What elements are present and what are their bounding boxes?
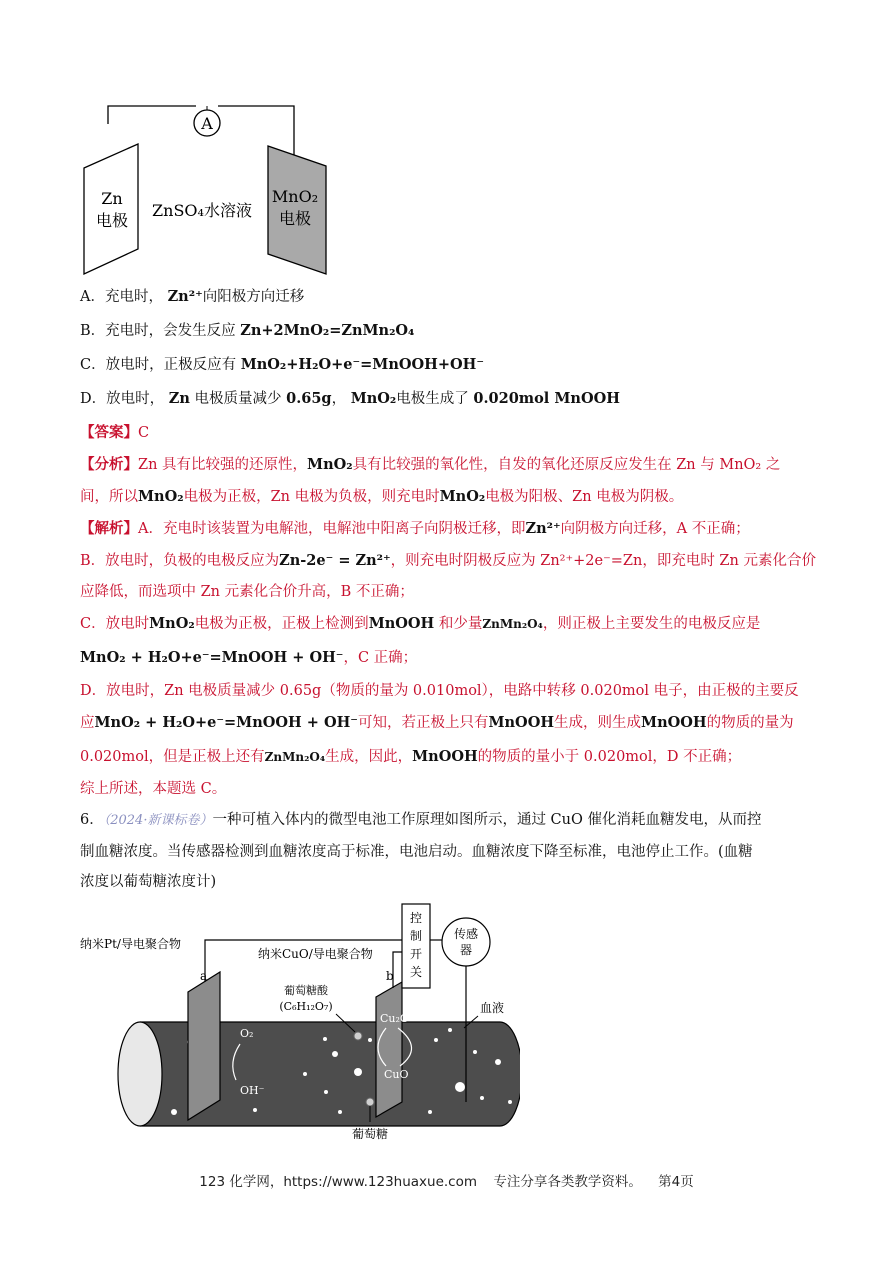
question-6-line-3: 浓度以葡萄糖浓度计) (80, 874, 217, 890)
glucose-battery-diagram (80, 902, 520, 1142)
question-6-line-2: 制血糖浓度。当传感器检测到血糖浓度高于标准，电池启动。血糖浓度下降至标准，电池停止工作。(血糖 (80, 844, 753, 860)
glucose-particle (366, 1098, 374, 1106)
footer-page-number: 第4页 (658, 1174, 694, 1190)
analysis-line-2: 间，所以MnO₂电极为正极，Zn 电极为负极，则充电时MnO₂电极为阳极、Zn 电极为阴极。 (80, 488, 684, 505)
option-a: A．充电时， Zn²⁺向阳极方向迁移 (80, 288, 305, 305)
oh-label: OH⁻ (240, 1084, 265, 1097)
solution-label: ZnSO₄水溶液 (152, 201, 252, 220)
ammeter-label: A (201, 114, 213, 133)
mno2-electrode-label-2: 电极 (278, 209, 312, 228)
zn-electrode-label: Zn (101, 189, 123, 208)
explain-line-b2: 应降低，而选项中 Zn 元素化合价升高，B 不正确； (80, 584, 414, 600)
gluconic-formula-label: (C₆H₁₂O₇) (279, 1000, 333, 1013)
wire-right (218, 106, 294, 156)
explain-line-d3: 0.020mol，但是正极上还有ZnMn₂O₄生成，因此，MnOOH的物质的量小于 0.020mol，D 不正确； (80, 748, 742, 765)
option-d: D．放电时， Zn 电极质量减少 0.65g， MnO₂电极生成了 0.020mol MnOOH (80, 390, 620, 407)
question-6-line-1: 6．（2024·新课标卷）一种可植入体内的微型电池工作原理如图所示，通过 CuO 催化消耗血糖发电，从而控 (80, 812, 762, 828)
explain-line-b1: B．放电时，负极的电极反应为Zn-2e⁻ = Zn²⁺，则充电时阴极反应为 Zn²⁺+2e⁻=Zn，即充电时 Zn 元素化合价 (80, 552, 816, 569)
explain-line-c1: C．放电时MnO₂电极为正极，正极上检测到MnOOH 和少量ZnMn₂O₄，则正极上主要发生的电极反应是 (80, 615, 761, 632)
switch-char-2: 制 (409, 929, 423, 943)
explain-line-a: 【解析】A．充电时该装置为电解池，电解池中阳离子向阴极迁移，即Zn²⁺向阴极方向迁移，A 不正确； (80, 520, 750, 537)
cuo-label: CuO (384, 1068, 409, 1081)
vessel-opening (118, 1022, 162, 1126)
wire-left (108, 106, 196, 124)
gluconic-acid-label: 葡萄糖酸 (284, 984, 328, 997)
page-footer (0, 1170, 893, 1190)
label-b: b (386, 969, 394, 983)
sensor-icon (442, 918, 490, 966)
o2-label: O₂ (240, 1027, 254, 1040)
footer-site: 123 化学网，https://www.123huaxue.com (199, 1174, 478, 1190)
answer-line: 【答案】C (80, 424, 150, 441)
analysis-line-1: 【分析】Zn 具有比较强的还原性，MnO₂具有比较强的氧化性，自发的氧化还原反应发生在 Zn 与 MnO₂ 之 (80, 456, 781, 473)
option-b: B．充电时，会发生反应 Zn+2MnO₂=ZnMn₂O₄ (80, 322, 415, 339)
gluconic-acid-particle (354, 1032, 362, 1040)
zn-mno2-cell-diagram (78, 104, 338, 280)
blood-label: 血液 (480, 1001, 505, 1015)
label-cuo-polymer: 纳米CuO/导电聚合物 (258, 947, 373, 961)
electrode-a (188, 972, 220, 1120)
switch-char-1: 控 (409, 911, 423, 925)
explain-line-d2: 应MnO₂ + H₂O+e⁻=MnOOH + OH⁻可知，若正极上只有MnOOH生成，则生成MnOOH的物质的量为 (80, 714, 794, 731)
glucose-label: 葡萄糖 (351, 1127, 389, 1141)
explain-line-e: 综上所述，本题选 C。 (80, 781, 227, 797)
zn-electrode-label-2: 电极 (95, 211, 129, 230)
sensor-label-2: 器 (459, 943, 473, 957)
explain-line-d1: D．放电时，Zn 电极质量减少 0.65g（物质的量为 0.010mol），电路中转移 0.020mol 电子，由正极的主要反 (80, 683, 799, 699)
option-c: C．放电时，正极反应有 MnO₂+H₂O+e⁻=MnOOH+OH⁻ (80, 356, 484, 373)
label-a: a (200, 969, 208, 983)
zn-electrode (84, 144, 138, 274)
explain-line-c2: MnO₂ + H₂O+e⁻=MnOOH + OH⁻，C 正确； (80, 649, 418, 666)
cu2o-label: Cu₂O (380, 1012, 409, 1025)
switch-char-3: 开 (409, 947, 423, 961)
label-pt-polymer: 纳米Pt/导电聚合物 (80, 937, 181, 951)
switch-char-4: 关 (409, 965, 423, 979)
electrode-b (376, 982, 402, 1117)
footer-motto: 专注分享各类教学资料。 (493, 1174, 642, 1190)
mno2-electrode-label: MnO₂ (271, 187, 319, 206)
sensor-label-1: 传感 (453, 927, 479, 941)
